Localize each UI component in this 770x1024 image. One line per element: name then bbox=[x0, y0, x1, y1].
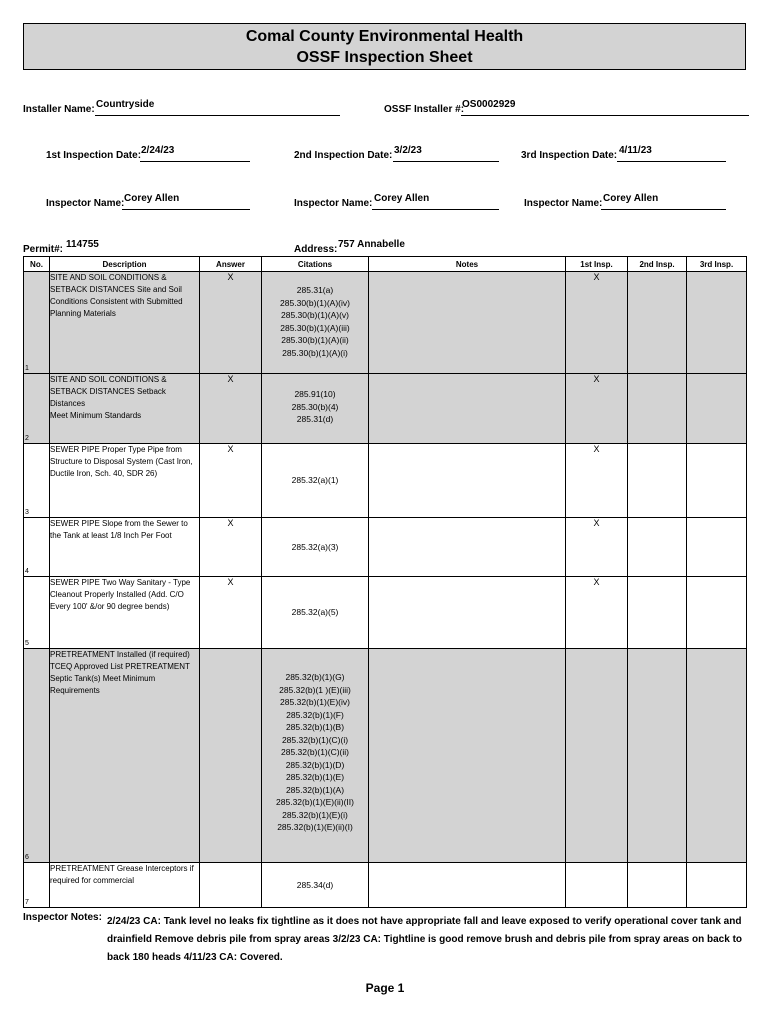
row-notes bbox=[369, 863, 566, 908]
date2-value: 3/2/23 bbox=[394, 145, 422, 156]
row-notes bbox=[369, 649, 566, 863]
inspector-notes-text: 2/24/23 CA: Tank level no leaks fix tightline as it does not have appropriate fall and leave exposed to verify operational cover tank and drainfield Remove debris pile from spray areas 3/2/23 CA: Tightline is good remove brush and debris pile from spray areas on back to back 180 heads 4/11/23 CA: Covered. bbox=[107, 916, 743, 963]
row-insp2 bbox=[628, 518, 687, 577]
permit-value: 114755 bbox=[66, 239, 99, 250]
date3-label: 3rd Inspection Date: bbox=[521, 150, 618, 161]
inspector2-line bbox=[372, 209, 499, 210]
address-label: Address: bbox=[294, 244, 338, 255]
row-insp1 bbox=[566, 863, 628, 908]
inspector3-label: Inspector Name: bbox=[524, 198, 603, 209]
row-insp3 bbox=[687, 649, 747, 863]
permit-label: Permit#: bbox=[23, 244, 64, 255]
row-number: 3 bbox=[25, 509, 29, 516]
row-answer: X bbox=[200, 444, 262, 518]
agency-title: Comal County Environmental Health bbox=[245, 28, 524, 45]
date3-value: 4/11/23 bbox=[619, 145, 652, 156]
row-citations: 285.32(b)(1)(G) 285.32(b)(1 )(E)(iii) 285.32(b)(1)(E)(iv) 285.32(b)(1)(F) 285.32(b)(1)(B) 285.32(b)(1)(C)(i) 285.32(b)(1)(C)(ii) 285.32(b)(1)(D) 285.32(b)(1)(E) 285.32(b)(1)(A) 285.32(b)(1)(E)(ii)(II) 285.32(b)(1)(E)(i) 285.32(b)(1)(E)(ii)(I) bbox=[262, 649, 369, 863]
date2-label: 2nd Inspection Date: bbox=[294, 150, 393, 161]
row-insp2 bbox=[628, 649, 687, 863]
row-answer bbox=[200, 863, 262, 908]
page-number: Page 1 bbox=[365, 981, 405, 995]
inspector1-value: Corey Allen bbox=[124, 193, 180, 204]
installer-name-value: Countryside bbox=[96, 99, 155, 110]
row-insp2 bbox=[628, 444, 687, 518]
row-insp3 bbox=[687, 272, 747, 374]
row-answer: X bbox=[200, 272, 262, 374]
row-insp3 bbox=[687, 374, 747, 444]
row-number: 7 bbox=[25, 899, 29, 906]
inspector2-value: Corey Allen bbox=[374, 193, 430, 204]
row-insp1: X bbox=[566, 272, 628, 374]
installer-num-label: OSSF Installer #: bbox=[384, 104, 465, 115]
row-insp1: X bbox=[566, 577, 628, 649]
col-description: Description bbox=[50, 257, 200, 272]
row-answer: X bbox=[200, 374, 262, 444]
row-insp2 bbox=[628, 863, 687, 908]
row-citations: 285.32(a)(3) bbox=[262, 518, 369, 577]
col-insp1: 1st Insp. bbox=[566, 257, 628, 272]
row-insp2 bbox=[628, 577, 687, 649]
table-row bbox=[24, 577, 747, 649]
row-notes bbox=[369, 577, 566, 649]
inspector1-label: Inspector Name: bbox=[46, 198, 125, 209]
row-answer bbox=[200, 649, 262, 863]
table-row bbox=[24, 863, 747, 908]
form-header bbox=[23, 23, 746, 70]
table-row bbox=[24, 444, 747, 518]
row-notes bbox=[369, 444, 566, 518]
row-description: SEWER PIPE Slope from the Sewer to the Tank at least 1/8 Inch Per Foot bbox=[50, 518, 200, 577]
inspector-notes-label: Inspector Notes: bbox=[23, 912, 102, 923]
row-citations: 285.34(d) bbox=[262, 863, 369, 908]
date2-line bbox=[393, 161, 499, 162]
row-description: PRETREATMENT Installed (if required) TCEQ Approved List PRETREATMENT Septic Tank(s) Meet Minimum Requirements bbox=[50, 649, 200, 863]
row-citations: 285.32(a)(5) bbox=[262, 577, 369, 649]
installer-name-line bbox=[95, 115, 340, 116]
row-number: 2 bbox=[25, 435, 29, 442]
row-number: 6 bbox=[25, 854, 29, 861]
row-citations: 285.32(a)(1) bbox=[262, 444, 369, 518]
row-description: PRETREATMENT Grease Interceptors if required for commercial bbox=[50, 863, 200, 908]
col-insp2: 2nd Insp. bbox=[628, 257, 687, 272]
form-title: OSSF Inspection Sheet bbox=[296, 49, 473, 66]
col-insp3: 3rd Insp. bbox=[687, 257, 747, 272]
row-insp1 bbox=[566, 649, 628, 863]
row-insp3 bbox=[687, 444, 747, 518]
inspector3-line bbox=[601, 209, 726, 210]
row-answer: X bbox=[200, 577, 262, 649]
row-citations: 285.91(10) 285.30(b)(4) 285.31(d) bbox=[262, 374, 369, 444]
row-insp1: X bbox=[566, 374, 628, 444]
col-no: No. bbox=[24, 257, 50, 272]
date1-line bbox=[140, 161, 250, 162]
table-row bbox=[24, 374, 747, 444]
inspector1-line bbox=[122, 209, 250, 210]
installer-num-value: OS0002929 bbox=[462, 99, 516, 110]
date1-label: 1st Inspection Date: bbox=[46, 150, 142, 161]
row-insp2 bbox=[628, 374, 687, 444]
installer-name-label: Installer Name: bbox=[23, 104, 95, 115]
address-value: 757 Annabelle bbox=[338, 239, 405, 250]
inspection-table bbox=[23, 256, 747, 908]
row-description: SITE AND SOIL CONDITIONS & SETBACK DISTANCES Setback Distances Meet Minimum Standards bbox=[50, 374, 200, 444]
inspector2-label: Inspector Name: bbox=[294, 198, 373, 209]
row-description: SEWER PIPE Two Way Sanitary - Type Cleanout Properly Installed (Add. C/O Every 100' &/or 90 degree bends) bbox=[50, 577, 200, 649]
date3-line bbox=[617, 161, 726, 162]
row-citations: 285.31(a) 285.30(b)(1)(A)(iv) 285.30(b)(1)(A)(v) 285.30(b)(1)(A)(iii) 285.30(b)(1)(A)(ii) 285.30(b)(1)(A)(i) bbox=[262, 272, 369, 374]
col-citations: Citations bbox=[262, 257, 369, 272]
table-row bbox=[24, 649, 747, 863]
row-insp1: X bbox=[566, 444, 628, 518]
row-number: 1 bbox=[25, 365, 29, 372]
row-insp1: X bbox=[566, 518, 628, 577]
inspector3-value: Corey Allen bbox=[603, 193, 659, 204]
row-notes bbox=[369, 272, 566, 374]
row-insp2 bbox=[628, 272, 687, 374]
row-number: 4 bbox=[25, 568, 29, 575]
installer-num-line bbox=[461, 115, 749, 116]
row-notes bbox=[369, 518, 566, 577]
row-insp3 bbox=[687, 518, 747, 577]
table-header-row bbox=[24, 257, 747, 272]
table-row bbox=[24, 272, 747, 374]
row-insp3 bbox=[687, 863, 747, 908]
col-answer: Answer bbox=[200, 257, 262, 272]
table-row bbox=[24, 518, 747, 577]
row-notes bbox=[369, 374, 566, 444]
row-number: 5 bbox=[25, 640, 29, 647]
row-answer: X bbox=[200, 518, 262, 577]
col-notes: Notes bbox=[369, 257, 566, 272]
row-description: SEWER PIPE Proper Type Pipe from Structure to Disposal System (Cast Iron, Ductile Iron, Sch. 40, SDR 26) bbox=[50, 444, 200, 518]
row-description: SITE AND SOIL CONDITIONS & SETBACK DISTANCES Site and Soil Conditions Consistent with Submitted Planning Materials bbox=[50, 272, 200, 374]
row-insp3 bbox=[687, 577, 747, 649]
date1-value: 2/24/23 bbox=[141, 145, 175, 156]
